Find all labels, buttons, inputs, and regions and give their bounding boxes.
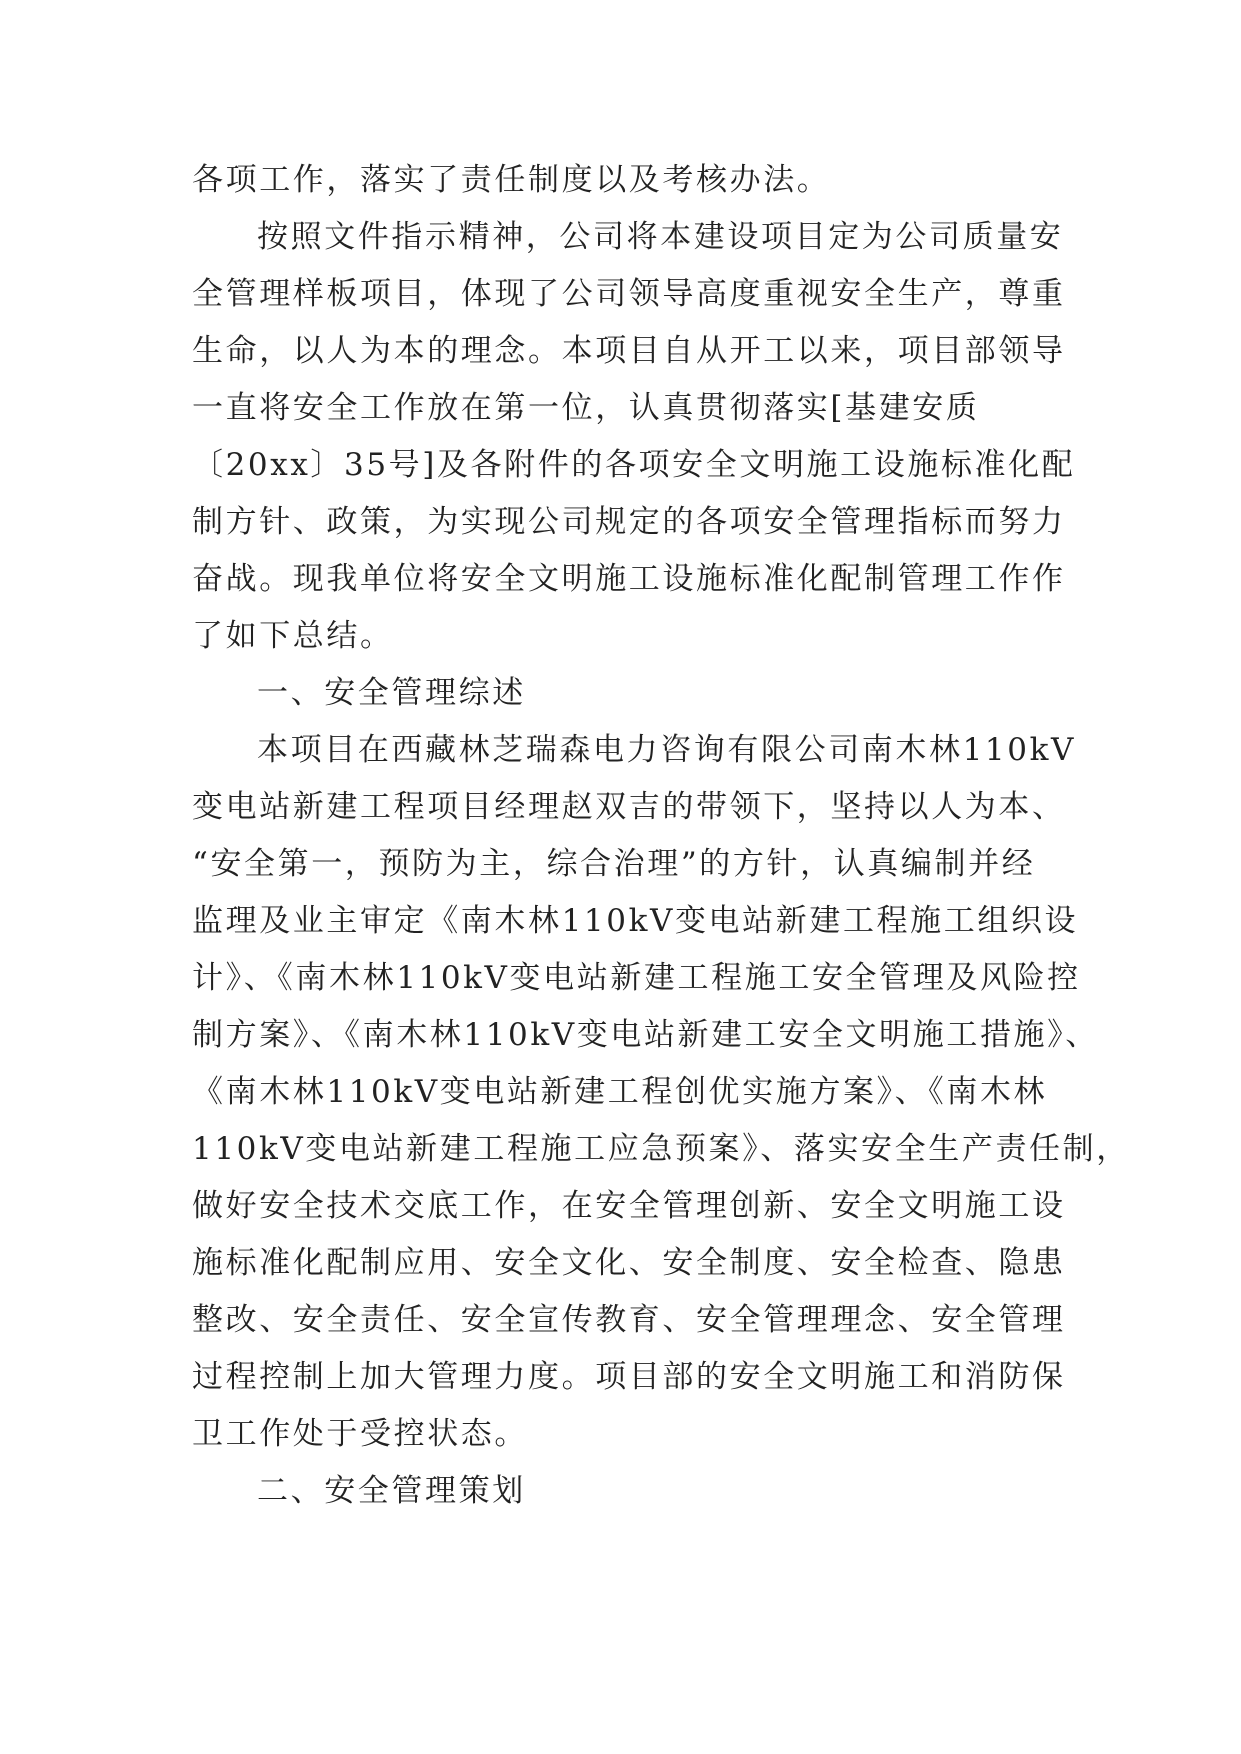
text-line: 过程控制上加大管理力度。项目部的安全文明施工和消防保 xyxy=(192,1359,1066,1395)
text-line: 本项目在西藏林芝瑞森电力咨询有限公司南木林110kV xyxy=(257,732,1076,768)
text-line: 全管理样板项目，体现了公司领导高度重视安全生产，尊重 xyxy=(192,276,1066,312)
text-line: 110kV变电站新建工程施工应急预案》、落实安全生产责任制， xyxy=(192,1131,1130,1167)
text-line: 了如下总结。 xyxy=(192,618,394,654)
text-line: 做好安全技术交底工作，在安全管理创新、安全文明施工设 xyxy=(192,1188,1066,1224)
text-line: 奋战。现我单位将安全文明施工设施标准化配制管理工作作 xyxy=(192,561,1066,597)
text-line: 计》、《南木林110kV变电站新建工程施工安全管理及风险控 xyxy=(192,960,1081,996)
text-line: 按照文件指示精神，公司将本建设项目定为公司质量安 xyxy=(257,219,1064,255)
text-line: 施标准化配制应用、安全文化、安全制度、安全检查、隐患 xyxy=(192,1245,1066,1281)
text-line: 整改、安全责任、安全宣传教育、安全管理理念、安全管理 xyxy=(192,1302,1066,1338)
section-heading: 二、安全管理策划 xyxy=(257,1473,526,1509)
section-heading: 一、安全管理综述 xyxy=(257,675,526,711)
text-line: 生命，以人为本的理念。本项目自从开工以来，项目部领导 xyxy=(192,333,1066,369)
text-line: 〔20xx〕35号]及各附件的各项安全文明施工设施标准化配 xyxy=(192,447,1076,483)
text-line: 各项工作，落实了责任制度以及考核办法。 xyxy=(192,162,831,198)
text-line: 变电站新建工程项目经理赵双吉的带领下，坚持以人为本、 xyxy=(192,789,1066,825)
text-line: 卫工作处于受控状态。 xyxy=(192,1416,528,1452)
text-line: 监理及业主审定《南木林110kV变电站新建工程施工组织设 xyxy=(192,903,1079,939)
text-line: 一直将安全工作放在第一位，认真贯彻落实[基建安质 xyxy=(192,390,980,426)
text-line: “安全第一，预防为主，综合治理”的方针，认真编制并经 xyxy=(192,846,1036,882)
body-text xyxy=(192,152,1130,1520)
text-line: 制方针、政策，为实现公司规定的各项安全管理指标而努力 xyxy=(192,504,1066,540)
text-line: 《南木林110kV变电站新建工程创优实施方案》、《南木林 xyxy=(192,1074,1048,1110)
text-line: 制方案》、《南木林110kV变电站新建工安全文明施工措施》、 xyxy=(192,1017,1099,1053)
